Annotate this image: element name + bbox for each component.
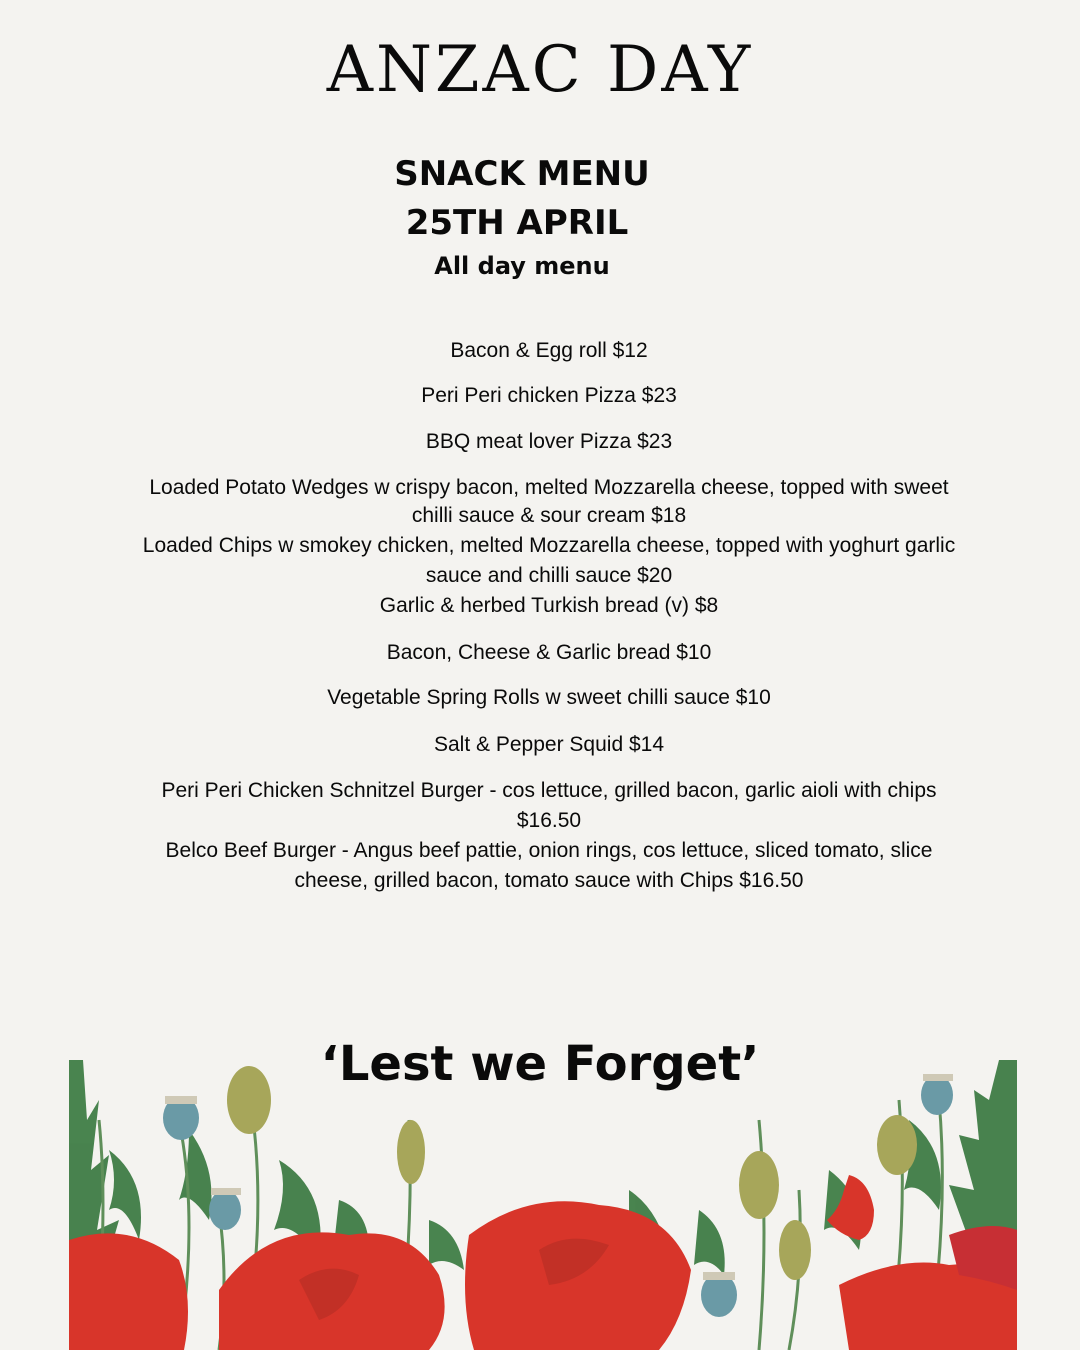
- menu-item: Garlic & herbed Turkish bread (v) $8: [379, 594, 719, 617]
- menu-item-continued: $16.50: [516, 809, 582, 832]
- lest-we-forget-tagline: ‘Lest we Forget’: [320, 1036, 760, 1092]
- menu-item: Peri Peri Chicken Schnitzel Burger - cos lettuce, grilled bacon, garlic aioli with chips: [161, 779, 937, 802]
- poppies: [69, 1201, 1017, 1350]
- menu-item-continued: chilli sauce & sour cream $18: [411, 504, 687, 527]
- menu-date: 25TH APRIL: [405, 203, 629, 243]
- menu-item: Belco Beef Burger - Angus beef pattie, onion rings, cos lettuce, sliced tomato, slice: [165, 839, 933, 862]
- menu-item: Loaded Chips w smokey chicken, melted Mozzarella cheese, topped with yoghurt garlic: [142, 534, 956, 557]
- menu-subheading: All day menu: [434, 252, 610, 280]
- poppy-floral-illustration: [69, 1060, 1017, 1350]
- menu-item: Peri Peri chicken Pizza $23: [421, 384, 677, 407]
- menu-item: Bacon & Egg roll $12: [450, 339, 648, 362]
- menu-item-continued: sauce and chilli sauce $20: [425, 564, 673, 587]
- menu-item: Salt & Pepper Squid $14: [434, 733, 664, 756]
- menu-item: Vegetable Spring Rolls w sweet chilli sauce $10: [327, 686, 771, 709]
- menu-heading: SNACK MENU: [394, 154, 650, 194]
- page-title: ANZAC DAY: [326, 33, 754, 107]
- menu-item-continued: cheese, grilled bacon, tomato sauce with Chips $16.50: [294, 869, 804, 892]
- menu-item: Bacon, Cheese & Garlic bread $10: [386, 641, 712, 664]
- menu-item: BBQ meat lover Pizza $23: [425, 430, 673, 453]
- menu-item: Loaded Potato Wedges w crispy bacon, melted Mozzarella cheese, topped with sweet: [149, 476, 949, 499]
